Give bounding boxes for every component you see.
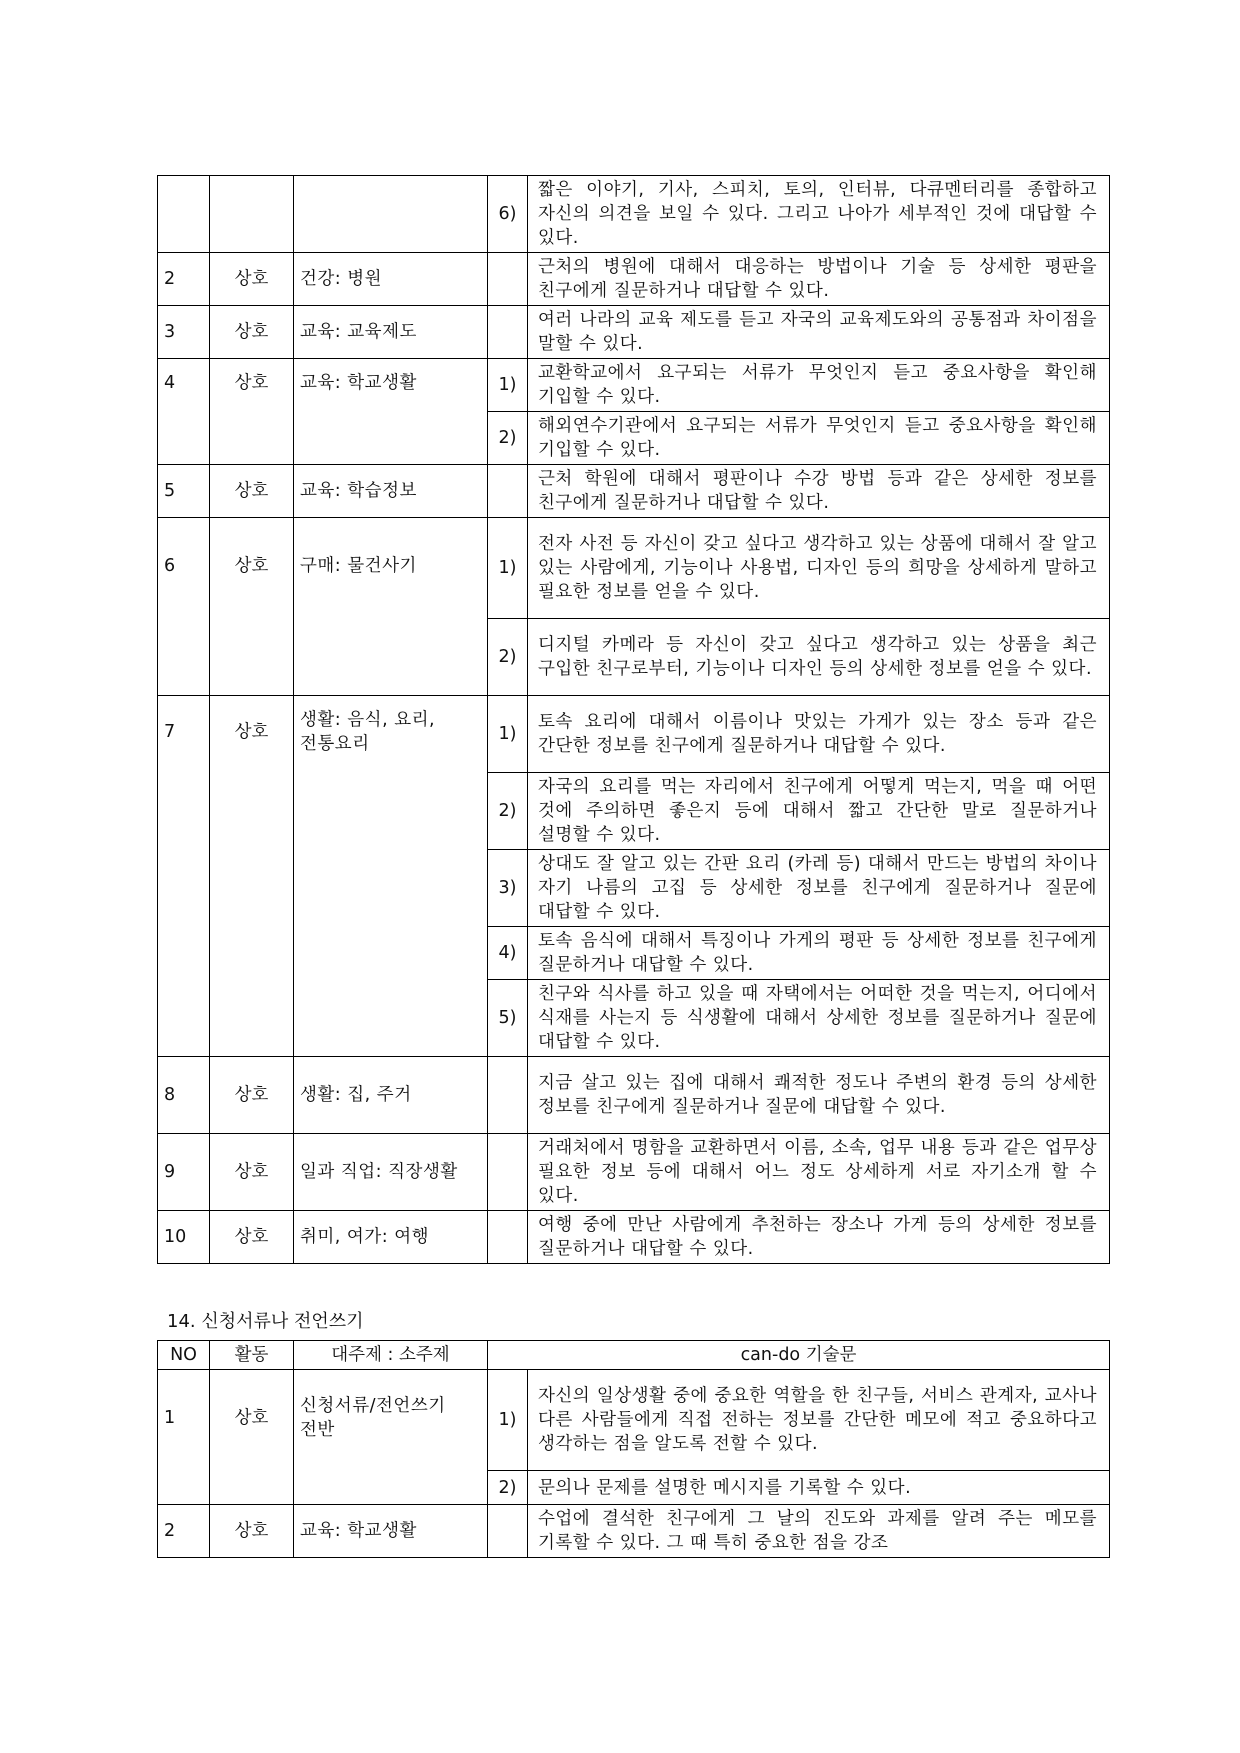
can-do-text: 교환학교에서 요구되는 서류가 무엇인지 듣고 중요사항을 확인해 기입할 수 있다. [528,359,1110,412]
table-row [158,176,1110,253]
can-do-text: 상대도 잘 알고 있는 간판 요리 (카레 등) 대해서 만드는 방법의 차이나 자기 나름의 고집 등 상세한 정보를 친구에게 질문하거나 질문에 대답할 수 있다. [528,850,1110,927]
activity-cell: 상호 [210,696,294,1057]
item-number [488,1211,528,1264]
section-title: 14. 신청서류나 전언쓰기 [167,1311,364,1332]
activity-cell: 상호 [210,1134,294,1211]
can-do-text: 해외연수기관에서 요구되는 서류가 무엇인지 듣고 중요사항을 확인해 기입할 수 있다. [528,412,1110,465]
topic-cell: 교육: 학습정보 [294,465,488,518]
activity-cell: 상호 [210,1370,294,1505]
can-do-text: 짧은 이야기, 기사, 스피치, 토의, 인터뷰, 다큐멘터리를 종합하고 자신의 의견을 보일 수 있다. 그리고 나아가 세부적인 것에 대답할 수 있다. [528,176,1110,253]
no-cell: 2 [158,1505,210,1558]
item-number: 2) [488,412,528,465]
item-number [488,1505,528,1558]
item-number: 2) [488,619,528,696]
activity-cell: 상호 [210,1211,294,1264]
topic-cell: 구매: 물건사기 [294,518,488,696]
item-number: 4) [488,927,528,980]
activity-cell: 상호 [210,306,294,359]
item-number: 5) [488,980,528,1057]
no-cell: 5 [158,465,210,518]
can-do-text: 지금 살고 있는 집에 대해서 쾌적한 정도나 주변의 환경 등의 상세한 정보를 친구에게 질문하거나 질문에 대답할 수 있다. [528,1057,1110,1134]
can-do-text: 전자 사전 등 자신이 갖고 싶다고 생각하고 있는 상품에 대해서 잘 알고 있는 사람에게, 기능이나 사용법, 디자인 등의 희망을 상세하게 말하고 필요한 정보를 얻을 수 있다. [528,518,1110,619]
table-row [158,1505,1110,1558]
topic-cell: 취미, 여가: 여행 [294,1211,488,1264]
item-number: 2) [488,1471,528,1505]
topic-cell: 건강: 병원 [294,253,488,306]
no-cell: 6 [158,518,210,696]
table-row [158,1370,1110,1471]
table-row [158,1134,1110,1211]
item-number [488,465,528,518]
can-do-text: 토속 음식에 대해서 특징이나 가게의 평판 등 상세한 정보를 친구에게 질문하거나 대답할 수 있다. [528,927,1110,980]
topic-cell: 일과 직업: 직장생활 [294,1134,488,1211]
no-cell: 3 [158,306,210,359]
table-row [158,1057,1110,1134]
can-do-text: 디지털 카메라 등 자신이 갖고 싶다고 생각하고 있는 상품을 최근 구입한 친구로부터, 기능이나 디자인 등의 상세한 정보를 얻을 수 있다. [528,619,1110,696]
can-do-text: 친구와 식사를 하고 있을 때 자택에서는 어떠한 것을 먹는지, 어디에서 식재를 사는지 등 식생활에 대해서 상세한 정보를 질문하거나 질문에 대답할 수 있다. [528,980,1110,1057]
topic-cell: 교육: 교육제도 [294,306,488,359]
item-number: 3) [488,850,528,927]
activity-cell: 상호 [210,465,294,518]
topic-cell: 신청서류/전언쓰기 전반 [294,1370,488,1505]
table-row [158,359,1110,412]
item-number: 2) [488,773,528,850]
topic-cell [294,176,488,253]
topic-cell: 교육: 학교생활 [294,1505,488,1558]
header-topic: 대주제 : 소주제 [294,1341,488,1370]
item-number: 1) [488,696,528,773]
header-row [158,1341,1110,1370]
can-do-text: 여행 중에 만난 사람에게 추천하는 장소나 가게 등의 상세한 정보를 질문하거나 대답할 수 있다. [528,1211,1110,1264]
header-no: NO [158,1341,210,1370]
can-do-text: 자국의 요리를 먹는 자리에서 친구에게 어떻게 먹는지, 먹을 때 어떤 것에 주의하면 좋은지 등에 대해서 짧고 간단한 말로 질문하거나 설명할 수 있다. [528,773,1110,850]
activity-cell [210,176,294,253]
can-do-text: 토속 요리에 대해서 이름이나 맛있는 가게가 있는 장소 등과 같은 간단한 정보를 친구에게 질문하거나 대답할 수 있다. [528,696,1110,773]
table-row [158,306,1110,359]
item-number [488,1057,528,1134]
header-description: can-do 기술문 [488,1341,1110,1370]
header-activity: 활동 [210,1341,294,1370]
item-number: 1) [488,518,528,619]
can-do-text: 문의나 문제를 설명한 메시지를 기록할 수 있다. [528,1471,1110,1505]
table-row [158,518,1110,619]
no-cell: 2 [158,253,210,306]
item-number [488,1134,528,1211]
activity-cell: 상호 [210,1057,294,1134]
table-row [158,696,1110,773]
can-do-table-continued [157,175,1110,1264]
table-row [158,465,1110,518]
can-do-text: 근처 학원에 대해서 평판이나 수강 방법 등과 같은 상세한 정보를 친구에게 질문하거나 대답할 수 있다. [528,465,1110,518]
no-cell [158,176,210,253]
can-do-text: 거래처에서 명함을 교환하면서 이름, 소속, 업무 내용 등과 같은 업무상 필요한 정보 등에 대해서 어느 정도 상세하게 서로 자기소개 할 수 있다. [528,1134,1110,1211]
no-cell: 4 [158,359,210,465]
can-do-text: 근처의 병원에 대해서 대응하는 방법이나 기술 등 상세한 평판을 친구에게 질문하거나 대답할 수 있다. [528,253,1110,306]
item-number: 1) [488,1370,528,1471]
no-cell: 10 [158,1211,210,1264]
can-do-text: 수업에 결석한 친구에게 그 날의 진도와 과제를 알려 주는 메모를 기록할 수 있다. 그 때 특히 중요한 점을 강조 [528,1505,1110,1558]
can-do-text: 자신의 일상생활 중에 중요한 역할을 한 친구들, 서비스 관계자, 교사나 다른 사람들에게 직접 전하는 정보를 간단한 메모에 적고 중요하다고 생각하는 점을 알도록 전할 수 있다. [528,1370,1110,1471]
activity-cell: 상호 [210,1505,294,1558]
can-do-text: 여러 나라의 교육 제도를 듣고 자국의 교육제도와의 공통점과 차이점을 말할 수 있다. [528,306,1110,359]
table-row [158,1211,1110,1264]
can-do-table-section-14 [157,1340,1110,1558]
item-number: 1) [488,359,528,412]
item-number [488,306,528,359]
activity-cell: 상호 [210,253,294,306]
topic-cell: 교육: 학교생활 [294,359,488,465]
no-cell: 9 [158,1134,210,1211]
topic-cell: 생활: 집, 주거 [294,1057,488,1134]
item-number [488,253,528,306]
activity-cell: 상호 [210,359,294,465]
item-number: 6) [488,176,528,253]
table-row [158,253,1110,306]
no-cell: 7 [158,696,210,1057]
no-cell: 8 [158,1057,210,1134]
activity-cell: 상호 [210,518,294,696]
no-cell: 1 [158,1370,210,1505]
topic-cell: 생활: 음식, 요리, 전통요리 [294,696,488,1057]
